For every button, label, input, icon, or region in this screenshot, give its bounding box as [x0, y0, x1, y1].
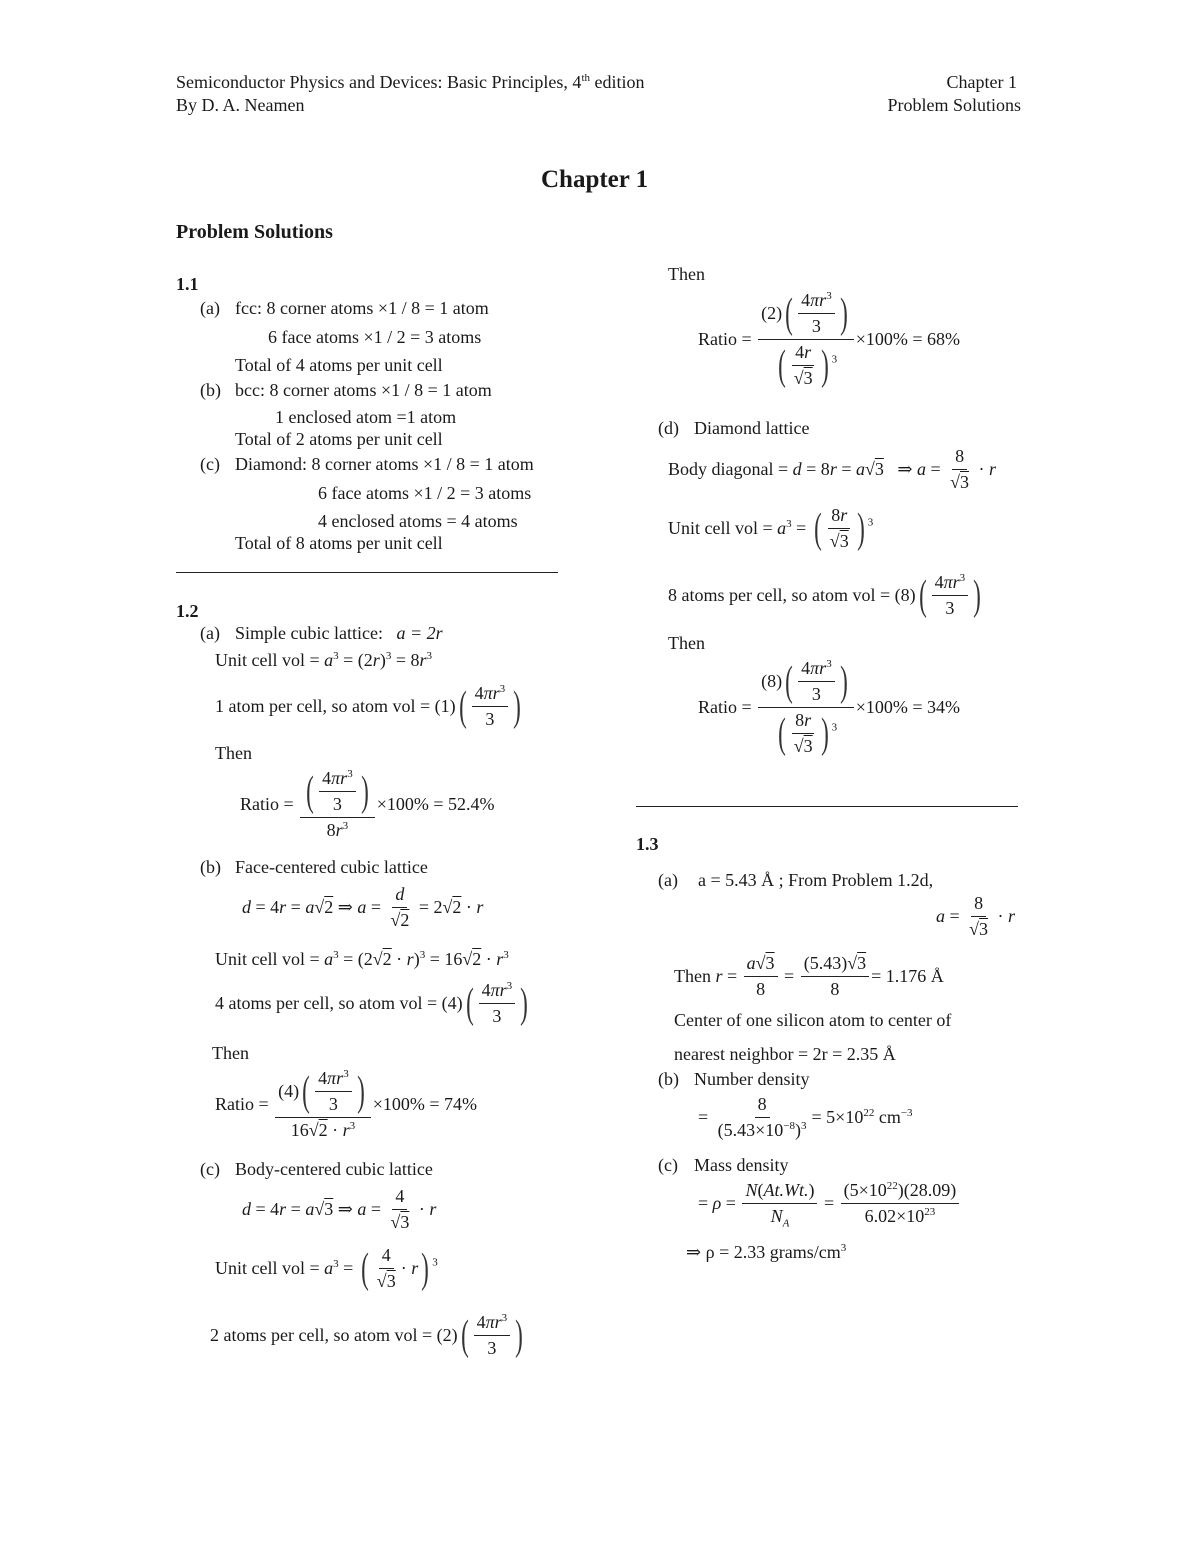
p1-2-a-label: (a): [200, 623, 220, 643]
p1-3-a-label: (a): [658, 870, 678, 890]
p1-3-c-final: ⇒ ρ = 2.33 grams/$cm^3$: [686, 1242, 847, 1262]
p1-1-c-line1: Diamond: 8 corner atoms ×1 / 8 = 1 atom: [235, 454, 534, 474]
header-problem-solutions: Problem Solutions: [887, 95, 1021, 115]
p1-2-b-ratio-eq: Ratio = (4)( $\frac{4\pi r^3}{3}$ ) $16√2 \cdot r^3$ ×100% = 74%: [215, 1068, 477, 1140]
p1-3-a-line1: a = 5.43 Å ; From Problem 1.2d,: [698, 870, 934, 890]
p1-2-c-diag-eq: d = 4r = a√3 ⇒ a = $\frac{4}{√3}$ · r: [242, 1186, 437, 1232]
p1-2-c-title: Body-centered cubic lattice: [235, 1159, 433, 1179]
p1-3-b-title: Number density: [694, 1069, 810, 1089]
p1-3-a-aeq: a = $\frac{8}{√3}$ · r: [936, 893, 1016, 939]
header-author: By D. A. Neamen: [176, 95, 305, 115]
p1-1-c-line3: 4 enclosed atoms = 4 atoms: [318, 511, 518, 531]
p1-1-c-line2: 6 face atoms ×1 / 2 = 3 atoms: [318, 483, 532, 503]
p1-2-c-atomvol-eq: 2 atoms per cell, so atom vol = (2)( $\frac{4\pi r^3}{3}$ ): [210, 1312, 524, 1359]
p1-3-b-eq: = $\frac{8}{(5.43\times 10^{-8})^3}$ = $5\times 10^{22}$ $cm^{-3}$: [698, 1094, 913, 1140]
p1-2-b-title: Face-centered cubic lattice: [235, 857, 428, 877]
p1-3-a-center-line1: Center of one silicon atom to center of: [674, 1010, 952, 1030]
p1-1-a-total: Total of 4 atoms per unit cell: [235, 355, 443, 375]
p1-2-a-unitcell-eq: Unit cell vol = $a^3 = (2r)^3 = 8r^3$: [215, 650, 432, 670]
p1-3-c-eq: = ρ = $\frac{N(At.Wt.)}{N_A}$ = $\frac{(5\times 10^{22})(28.09)}{6.02\times 10^{23}}$: [698, 1180, 961, 1227]
p1-2-d-unitcell-eq: Unit cell vol = $a^3$ = ( $\frac{8r}{√3}$ ) $^3$: [668, 505, 874, 552]
p1-3-c-label: (c): [658, 1155, 678, 1175]
p1-2-a-ratio-eq: Ratio = ( $\frac{4\pi r^3}{3}$ ) $8r^3$ ×100% = 52.4%: [240, 768, 495, 840]
p1-1-b-label: (b): [200, 380, 221, 400]
p1-2-d-ratio-eq: Ratio = (8)( $\frac{4\pi r^3}{3}$ ) ( $\frac{8r}{√3}$ ) $^3$ ×100% = 34%: [698, 658, 960, 757]
p1-3-a-center-line2: nearest neighbor = 2r = 2.35 Å: [674, 1044, 896, 1064]
p1-1-a-line2: 6 face atoms ×1 / 2 = 3 atoms: [268, 327, 482, 347]
p1-2-b-then: Then: [212, 1043, 249, 1063]
p1-2-c-label: (c): [200, 1159, 220, 1179]
p1-1-b-total: Total of 2 atoms per unit cell: [235, 429, 443, 449]
p1-2-b-label: (b): [200, 857, 221, 877]
section-heading: Problem Solutions: [176, 221, 333, 243]
problem-1-2-number: 1.2: [176, 601, 199, 621]
p1-1-c-total: Total of 8 atoms per unit cell: [235, 533, 443, 553]
p1-1-b-line2: 1 enclosed atom =1 atom: [275, 407, 457, 427]
p1-2-c-unitcell-eq: Unit cell vol = $a^3$ = ( $\frac{4}{√3}$ · r) $^3$: [215, 1245, 438, 1292]
p1-2-d-body-eq: Body diagonal = d = 8r = a√3 ⇒ a = $\frac{8}{√3}$ · r: [668, 446, 997, 492]
section-divider-right: [636, 806, 1018, 807]
problem-1-1-number: 1.1: [176, 274, 199, 294]
p1-3-c-title: Mass density: [694, 1155, 789, 1175]
header-chapter: Chapter 1: [946, 72, 1017, 92]
p1-1-c-label: (c): [200, 454, 220, 474]
p1-2-b-unitcell-eq: Unit cell vol = $a^3 = (2√2 \cdot r)^3 = 16√2 \cdot r^3$: [215, 949, 509, 969]
page-title: Chapter 1: [541, 166, 649, 193]
section-divider: [176, 572, 558, 573]
p1-2-a-title: Simple cubic lattice: a = 2r: [235, 623, 443, 643]
p1-2-d-atomvol-eq: 8 atoms per cell, so atom vol = (8)( $\frac{4\pi r^3}{3}$ ): [668, 572, 982, 619]
p1-3-a-r-eq: Then r = $\frac{a√3}{8}$ = $\frac{(5.43)√3}{8}$ = 1.176 Å: [674, 953, 944, 999]
p1-2-a-atomvol-eq: 1 atom per cell, so atom vol = (1)( $\frac{4\pi r^3}{3}$ ): [215, 683, 521, 730]
p1-2-d-label: (d): [658, 418, 679, 438]
p1-2-d-title: Diamond lattice: [694, 418, 810, 438]
p1-1-a-line1: fcc: 8 corner atoms ×1 / 8 = 1 atom: [235, 298, 489, 318]
header-book-title: Semiconductor Physics and Devices: Basic Principles, 4th edition: [176, 72, 645, 92]
p1-1-b-line1: bcc: 8 corner atoms ×1 / 8 = 1 atom: [235, 380, 492, 400]
p1-2-a-then: Then: [215, 743, 252, 763]
p1-1-a-label: (a): [200, 298, 220, 318]
p1-3-b-label: (b): [658, 1069, 679, 1089]
p1-2-d-then: Then: [668, 633, 705, 653]
p1-2-c-ratio-eq: Ratio = (2)( $\frac{4\pi r^3}{3}$ ) ( $\frac{4r}{√3}$ ) $^3$ ×100% = 68%: [698, 290, 960, 389]
problem-1-3-number: 1.3: [636, 834, 659, 854]
p1-2-b-diag-eq: d = 4r = a√2 ⇒ a = $\frac{d}{√2}$ = 2√2 · r: [242, 884, 484, 930]
p1-2-b-atomvol-eq: 4 atoms per cell, so atom vol = (4)( $\frac{4\pi r^3}{3}$ ): [215, 980, 529, 1027]
p1-2-c-then: Then: [668, 264, 705, 284]
